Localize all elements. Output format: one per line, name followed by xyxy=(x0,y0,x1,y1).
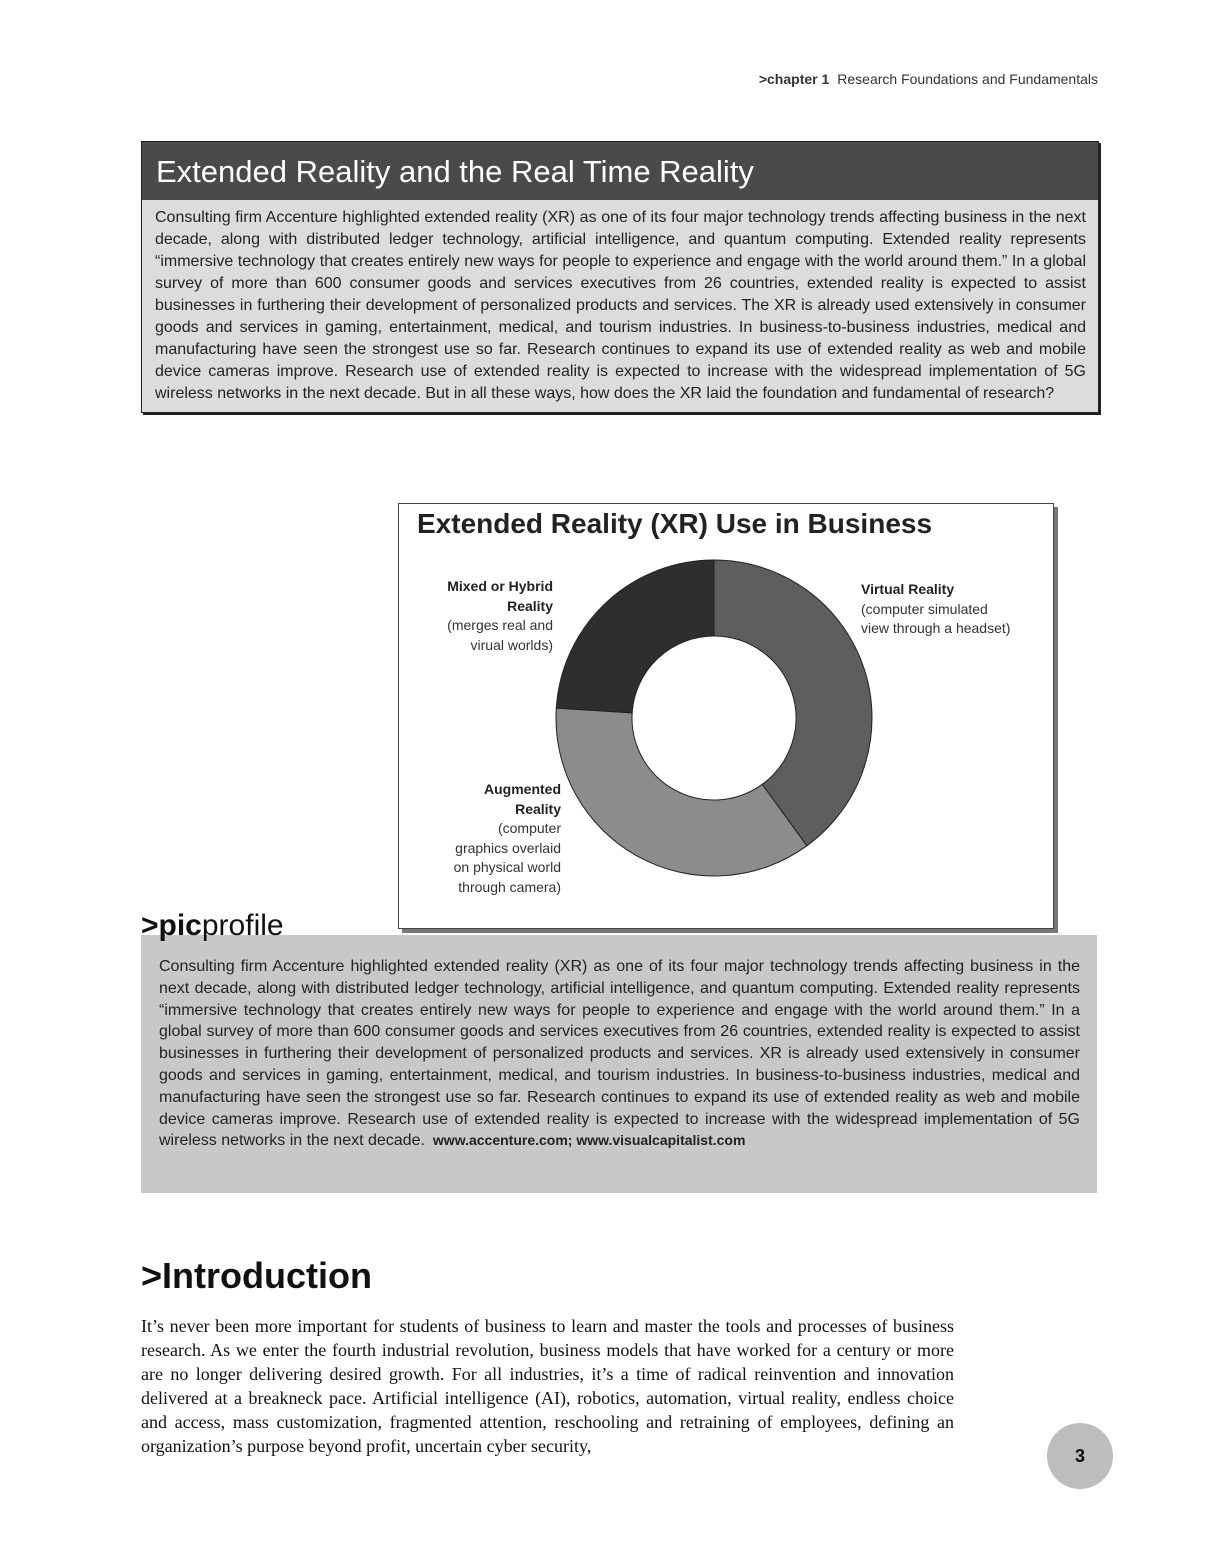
picprofile-text xyxy=(159,956,1080,1152)
label-mixed-name-1: Mixed or Hybrid xyxy=(447,578,553,594)
feature-box-body: Consulting firm Accenture highlighted extended reality (XR) as one of its four major technology trends affecting business in the next decade, along with distributed ledger technology, artificial intelligence, and quantum computing. Extended reality represents “immersive technology that creates entirely new ways for people to experience and engage with the world around them.” In a global survey of more than 600 consumer goods and services executives from 26 countries, extended reality is expected to assist businesses in furthering their development of personalized products and services. The XR is already used extensively in consumer goods and services in gaming, entertainment, medical, and tourism industries. In business-to-business industries, medical and manufacturing have seen the strongest use so far. Research continues to expand its use of extended reality as web and mobile device cameras improve. Research use of extended reality is expected to increase with the widespread implementation of 5G wireless networks in the next decade. But in all these ways, how does the XR laid the foundation and fundamental of research? xyxy=(142,200,1098,412)
donut-slice-mixed-or-hybrid-reality xyxy=(556,560,714,713)
label-augmented-reality xyxy=(421,780,561,897)
picprofile-label-bold: >pic xyxy=(141,909,202,942)
introduction-body: It’s never been more important for students of business to learn and master the tools and processes of business research. As we enter the fourth industrial revolution, business models that have worked for a century or more are no longer delivering desired growth. For all industries, it’s a time of radical reinvention and innovation delivered at a breakneck pace. Artificial intelligence (AI), robotics, automation, virtual reality, endless choice and access, mass customization, fragmented attention, reschooling and retraining of employees, defining an organization’s purpose beyond profit, uncertain cyber security, xyxy=(141,1316,954,1456)
section-title: Research Foundations and Fundamentals xyxy=(837,71,1098,87)
page-number: 3 xyxy=(1047,1423,1113,1489)
label-aug-name-1: Augmented xyxy=(484,781,561,797)
picprofile-body: Consulting firm Accenture highlighted extended reality (XR) as one of its four major technology trends affecting business in the next decade, along with distributed ledger technology, artificial intelligence, and quantum computing. Extended reality represents “immersive technology that creates entirely new ways for people to experience and engage with the world around them.” In a global survey of more than 600 consumer goods and services executives from 26 countries, extended reality is expected to assist businesses in furthering their development of personalized products and services. XR is already used extensively in consumer goods and services in gaming, entertainment, medical, and tourism industries. In business-to-business industries, medical and manufacturing have seen the strongest use so far. Research continues to expand its use of extended reality as web and mobile device cameras improve. Research use of extended reality is expected to increase with the widespread implementation of 5G wireless networks in the next decade. xyxy=(159,958,1080,1150)
picprofile-source: www.accenture.com; www.visualcapitalist.com xyxy=(432,1132,746,1149)
label-virtual-name: Virtual Reality xyxy=(861,581,955,597)
feature-box-title: Extended Reality and the Real Time Reality xyxy=(142,142,1098,200)
label-aug-note-1: (computer xyxy=(497,820,561,836)
feature-box xyxy=(141,141,1099,413)
label-mixed-reality xyxy=(413,577,553,655)
xr-chart xyxy=(398,503,1054,929)
running-head xyxy=(759,71,1098,87)
label-aug-note-3: on physical world xyxy=(453,859,561,875)
chart-title: Extended Reality (XR) Use in Business xyxy=(417,508,933,539)
label-mixed-note-2: virual worlds) xyxy=(470,636,553,653)
introduction-heading: >Introduction xyxy=(141,1255,372,1296)
picprofile-label xyxy=(141,906,284,946)
label-virtual-note-2: view through a headset) xyxy=(861,620,1011,636)
label-virtual-note-1: (computer simulated xyxy=(861,600,988,617)
label-mixed-name-2: Reality xyxy=(507,597,553,614)
label-aug-name-2: Reality xyxy=(515,800,561,817)
picprofile-label-light: profile xyxy=(201,909,284,942)
label-virtual-reality xyxy=(861,580,1051,639)
label-mixed-note-1: (merges real and xyxy=(447,617,553,633)
label-aug-note-2: graphics overlaid xyxy=(455,839,561,856)
label-aug-note-4: through camera) xyxy=(458,878,561,895)
chapter-label: >chapter 1 xyxy=(758,71,830,87)
